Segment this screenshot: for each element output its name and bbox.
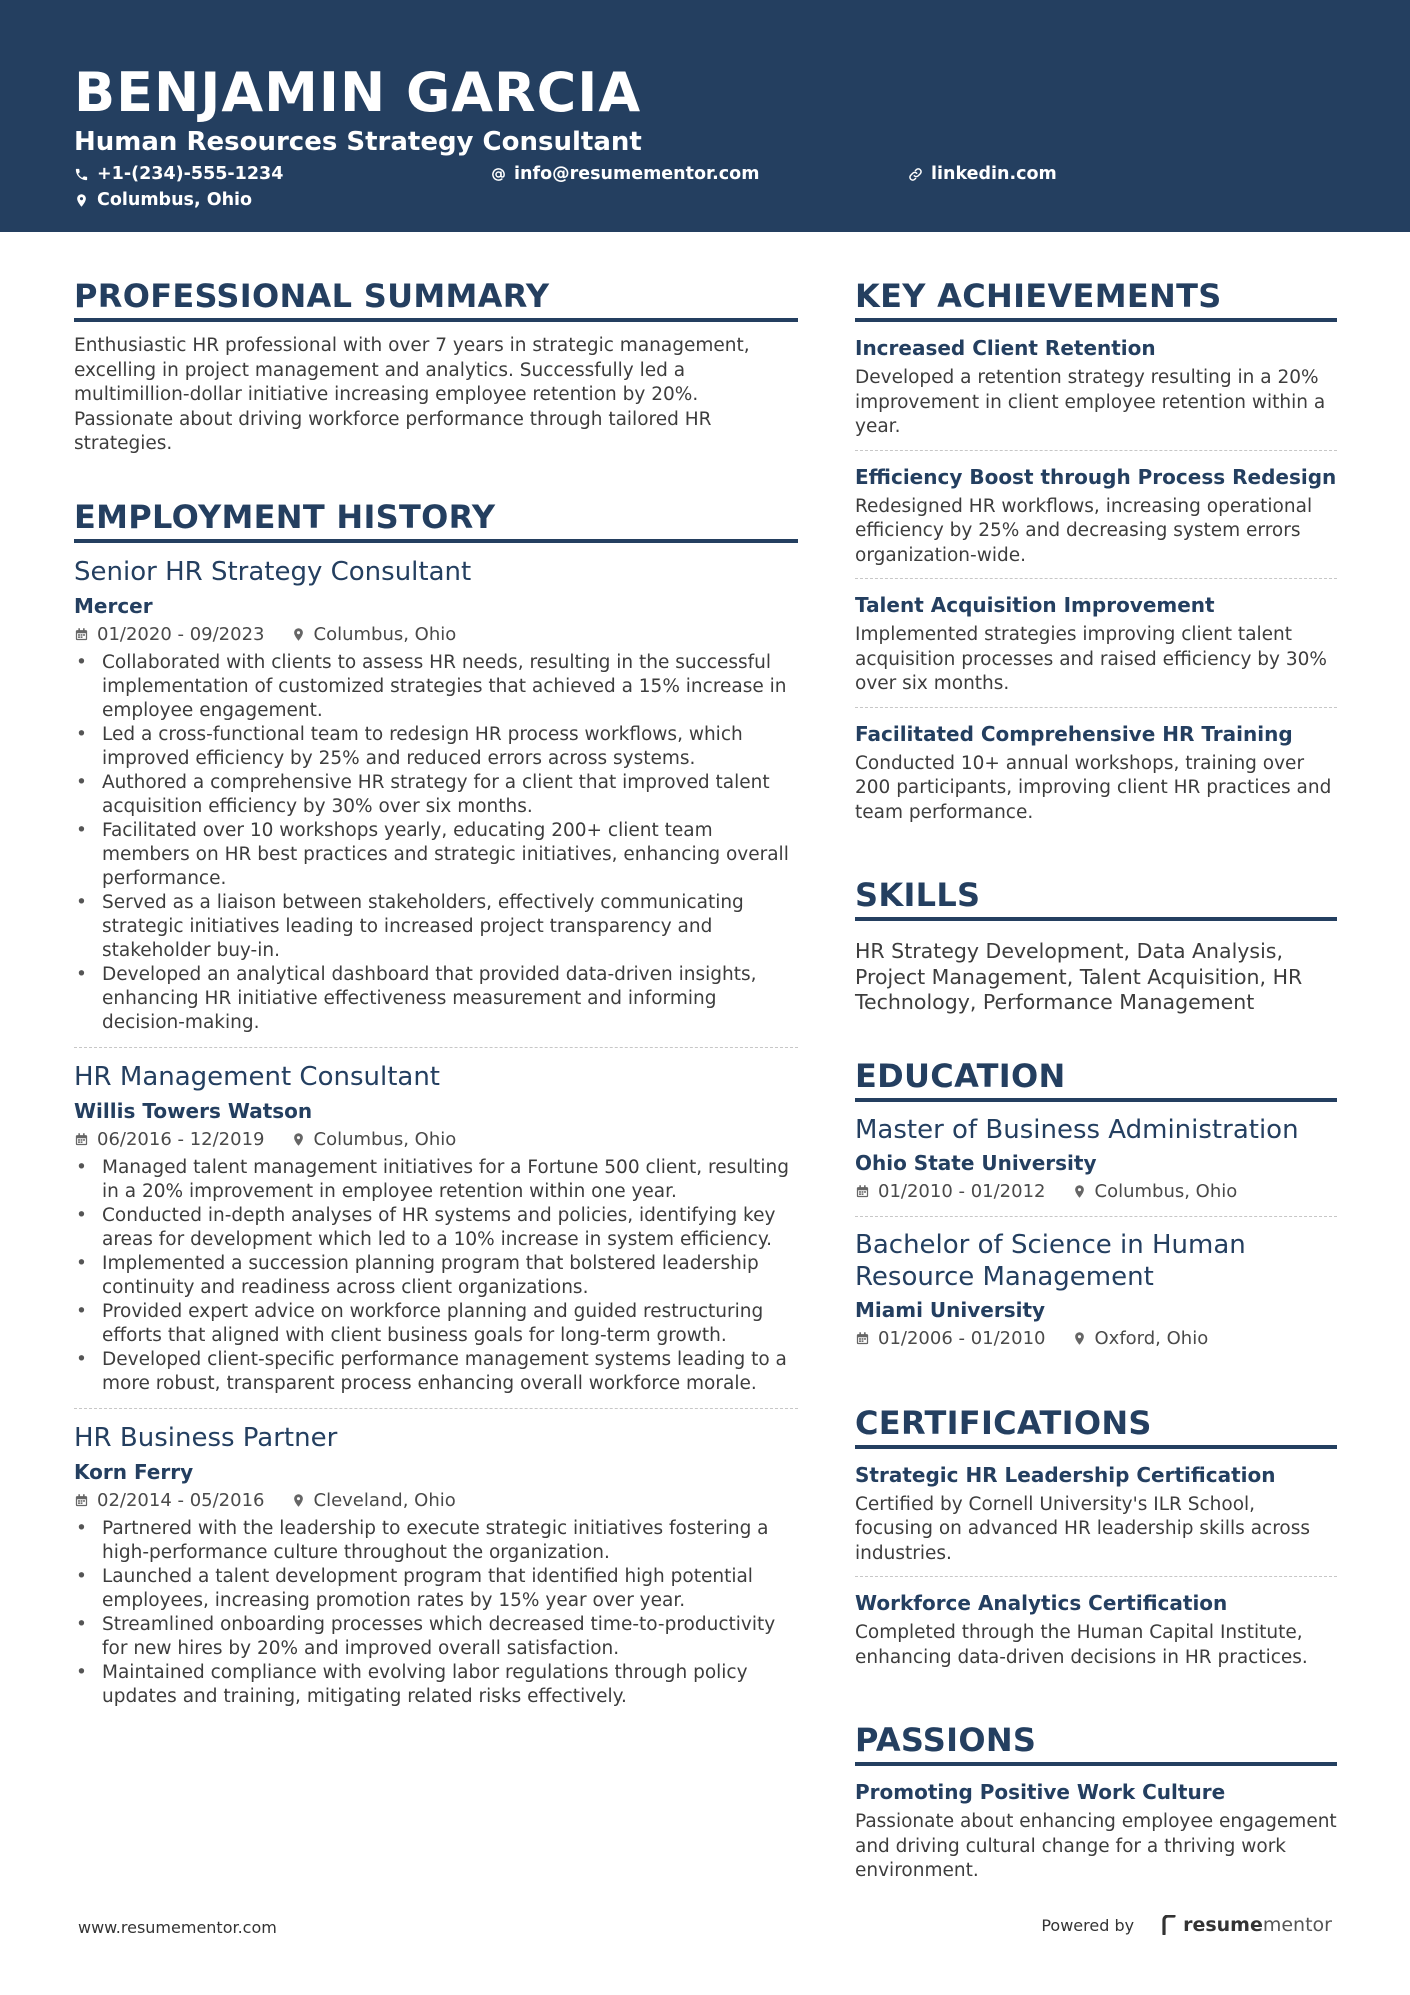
education-dates: 01/2010 - 01/2012 — [878, 1180, 1046, 1202]
education-item — [855, 1114, 1337, 1217]
job-dates: 06/2016 - 12/2019 — [97, 1128, 265, 1150]
achievement-text: Implemented strategies improving client talent acquisition processes and raised efficiency by 30% over six months. — [855, 624, 1327, 694]
job-role: HR Management Consultant — [74, 1061, 441, 1092]
job-bullet: • Facilitated over 10 workshops yearly, educating 200+ client team members on HR best practices and strategic initiatives, enhancing overall performance. — [74, 819, 798, 891]
achievement-title: Facilitated Comprehensive HR Training — [855, 721, 1293, 746]
achievement-title: Increased Client Retention — [855, 336, 1156, 360]
job-company: Korn Ferry — [74, 1459, 194, 1484]
education-degree: Master of Business Administration — [855, 1114, 1299, 1145]
skills-heading: SKILLS — [855, 875, 1337, 921]
passion-text: Passionate about enhancing employee engagement and driving cultural change for a thriving work environment. — [855, 1811, 1337, 1881]
job-bullet: • Served as a liaison between stakeholders, effectively communicating strategic initiatives leading to increased project transparency and stakeholder buy-in. — [74, 891, 798, 963]
achievement-item — [855, 334, 1337, 451]
summary-text: Enthusiastic HR professional with over 7 years in strategic management, excelling in project management and analytics. Successfully led a multimillion-dollar initiative increasing employee retention by 20%. Passionate about driving workforce performance through tailored HR strategies. — [74, 335, 750, 454]
job-bullet: • Led a cross-functional team to redesign HR process workflows, which improved efficiency by 25% and reduced errors across systems. — [74, 723, 798, 771]
skills-section — [855, 875, 1337, 1016]
job-entry — [74, 1060, 798, 1409]
resume-header — [0, 0, 1410, 232]
passions-section — [855, 1720, 1337, 1894]
brand-name-bold: resume — [1183, 1914, 1263, 1936]
contact-linkedin[interactable] — [908, 161, 1057, 187]
job-role: HR Business Partner — [74, 1422, 338, 1453]
job-company: Willis Towers Watson — [74, 1098, 313, 1123]
linkedin-text[interactable]: linkedin.com — [931, 164, 1057, 184]
job-location: Columbus, Ohio — [313, 623, 457, 645]
location-pin-icon — [291, 1493, 306, 1508]
location-pin-icon — [291, 627, 306, 642]
job-bullet: • Conducted in-depth analyses of HR systems and policies, identifying key areas for development which led to a 10% increase in system efficiency. — [74, 1204, 798, 1252]
job-bullet: • Authored a comprehensive HR strategy for a client that improved talent acquisition efficiency by 30% over six months. — [74, 771, 798, 819]
passion-title: Promoting Positive Work Culture — [855, 1780, 1226, 1804]
job-bullet: • Partnered with the leadership to execute strategic initiatives fostering a high-performance culture throughout the organization. — [74, 1517, 798, 1565]
education-school: Ohio State University — [855, 1150, 1097, 1175]
job-meta — [74, 621, 798, 649]
phone-text: +1-(234)-555-1234 — [97, 164, 284, 184]
at-icon — [491, 167, 506, 182]
job-dates: 01/2020 - 09/2023 — [97, 623, 265, 645]
job-location: Columbus, Ohio — [313, 1128, 457, 1150]
achievements-heading: KEY ACHIEVEMENTS — [855, 276, 1337, 322]
achievements-section — [855, 276, 1337, 835]
contact-email[interactable] — [491, 161, 759, 187]
certification-item — [855, 1589, 1337, 1680]
brand-logo[interactable] — [1162, 1914, 1332, 1936]
job-role: Senior HR Strategy Consultant — [74, 556, 472, 587]
education-item — [855, 1229, 1337, 1363]
calendar-icon — [74, 627, 89, 642]
location-pin-icon — [1072, 1184, 1087, 1199]
skills-text: HR Strategy Development, Data Analysis, Project Management, Talent Acquisition, HR Technology, Performance Management — [855, 939, 1303, 1014]
job-dates: 02/2014 - 05/2016 — [97, 1489, 265, 1511]
contact-location — [74, 187, 252, 213]
employment-section — [74, 497, 798, 1721]
certification-text: Completed through the Human Capital Institute, enhancing data-driven decisions in HR practices. — [855, 1622, 1308, 1668]
achievement-title: Talent Acquisition Improvement — [855, 593, 1215, 617]
education-section — [855, 1056, 1337, 1363]
job-bullet: • Streamlined onboarding processes which decreased time-to-productivity for new hires by 20% and improved overall satisfaction. — [74, 1613, 798, 1661]
location-pin-icon — [74, 193, 89, 208]
calendar-icon — [855, 1331, 870, 1346]
certification-title: Workforce Analytics Certification — [855, 1591, 1228, 1615]
contact-phone — [74, 161, 283, 187]
job-bullet: • Developed client-specific performance management systems leading to a more robust, transparent process enhancing overall workforce morale. — [74, 1348, 798, 1396]
certification-title: Strategic HR Leadership Certification — [855, 1462, 1276, 1487]
education-location: Columbus, Ohio — [1094, 1180, 1238, 1202]
footer-website[interactable]: www.resumementor.com — [78, 1918, 277, 1937]
right-column — [855, 276, 1337, 1934]
summary-section — [74, 276, 798, 457]
achievement-item — [855, 463, 1337, 580]
job-company: Mercer — [74, 593, 153, 618]
job-bullet: • Developed an analytical dashboard that provided data-driven insights, enhancing HR initiative effectiveness measurement and informing decision-making. — [74, 963, 798, 1035]
certification-item — [855, 1461, 1337, 1578]
job-bullets — [74, 1156, 798, 1396]
achievement-title: Efficiency Boost through Process Redesign — [855, 464, 1337, 489]
achievement-text: Redesigned HR workflows, increasing operational efficiency by 25% and decreasing system errors organization-wide. — [855, 495, 1313, 566]
education-degree: Bachelor of Science in Human Resource Management — [855, 1229, 1246, 1292]
job-bullet: • Implemented a succession planning program that bolstered leadership continuity and readiness across client organizations. — [74, 1252, 798, 1300]
job-location: Cleveland, Ohio — [313, 1489, 456, 1511]
job-meta — [74, 1487, 798, 1515]
passions-heading: PASSIONS — [855, 1720, 1337, 1766]
job-entry — [74, 555, 798, 1048]
footer-branding — [1041, 1914, 1332, 1936]
job-bullet: • Provided expert advice on workforce planning and guided restructuring efforts that aligned with client business goals for long-term growth. — [74, 1300, 798, 1348]
candidate-name: BENJAMIN GARCIA — [74, 61, 642, 124]
powered-by-text: Powered by — [1041, 1915, 1135, 1935]
certifications-section — [855, 1403, 1337, 1681]
achievement-item — [855, 591, 1337, 708]
location-pin-icon — [291, 1132, 306, 1147]
job-entry — [74, 1421, 798, 1721]
employment-heading: EMPLOYMENT HISTORY — [74, 497, 798, 543]
achievement-text: Developed a retention strategy resulting in a 20% improvement in client employee retention within a year. — [855, 367, 1326, 437]
job-bullet: • Launched a talent development program that identified high potential employees, increasing promotion rates by 15% year over year. — [74, 1565, 798, 1613]
job-bullets — [74, 1517, 798, 1709]
passion-item — [855, 1778, 1337, 1894]
job-bullets — [74, 651, 798, 1035]
location-text: Columbus, Ohio — [97, 190, 253, 210]
calendar-icon — [855, 1184, 870, 1199]
link-icon — [908, 167, 923, 182]
achievement-text: Conducted 10+ annual workshops, training over 200 participants, improving client HR practices and team performance. — [855, 752, 1332, 823]
location-pin-icon — [1072, 1331, 1087, 1346]
education-location: Oxford, Ohio — [1094, 1327, 1209, 1349]
email-text[interactable]: info@resumementor.com — [514, 164, 760, 184]
achievement-item — [855, 720, 1337, 836]
resumementor-logo-icon — [1162, 1915, 1178, 1935]
candidate-title: Human Resources Strategy Consultant — [74, 127, 642, 157]
calendar-icon — [74, 1493, 89, 1508]
calendar-icon — [74, 1132, 89, 1147]
job-bullet: • Collaborated with clients to assess HR needs, resulting in the successful implementation of customized strategies that achieved a 15% increase in employee engagement. — [74, 651, 798, 723]
left-column — [74, 276, 798, 1761]
education-dates: 01/2006 - 01/2010 — [878, 1327, 1046, 1349]
brand-name-light: mentor — [1262, 1914, 1332, 1936]
education-meta — [855, 1325, 1337, 1353]
education-heading: EDUCATION — [855, 1056, 1337, 1102]
summary-heading: PROFESSIONAL SUMMARY — [74, 276, 798, 322]
education-meta — [855, 1178, 1337, 1206]
job-bullet: • Managed talent management initiatives for a Fortune 500 client, resulting in a 20% improvement in employee retention within one year. — [74, 1156, 798, 1204]
certifications-heading: CERTIFICATIONS — [855, 1403, 1337, 1449]
phone-icon — [74, 167, 89, 182]
job-bullet: • Maintained compliance with evolving labor regulations through policy updates and training, mitigating related risks effectively. — [74, 1661, 798, 1709]
certification-text: Certified by Cornell University's ILR School, focusing on advanced HR leadership skills across industries. — [855, 1493, 1311, 1564]
education-school: Miami University — [855, 1297, 1046, 1322]
job-meta — [74, 1126, 798, 1154]
